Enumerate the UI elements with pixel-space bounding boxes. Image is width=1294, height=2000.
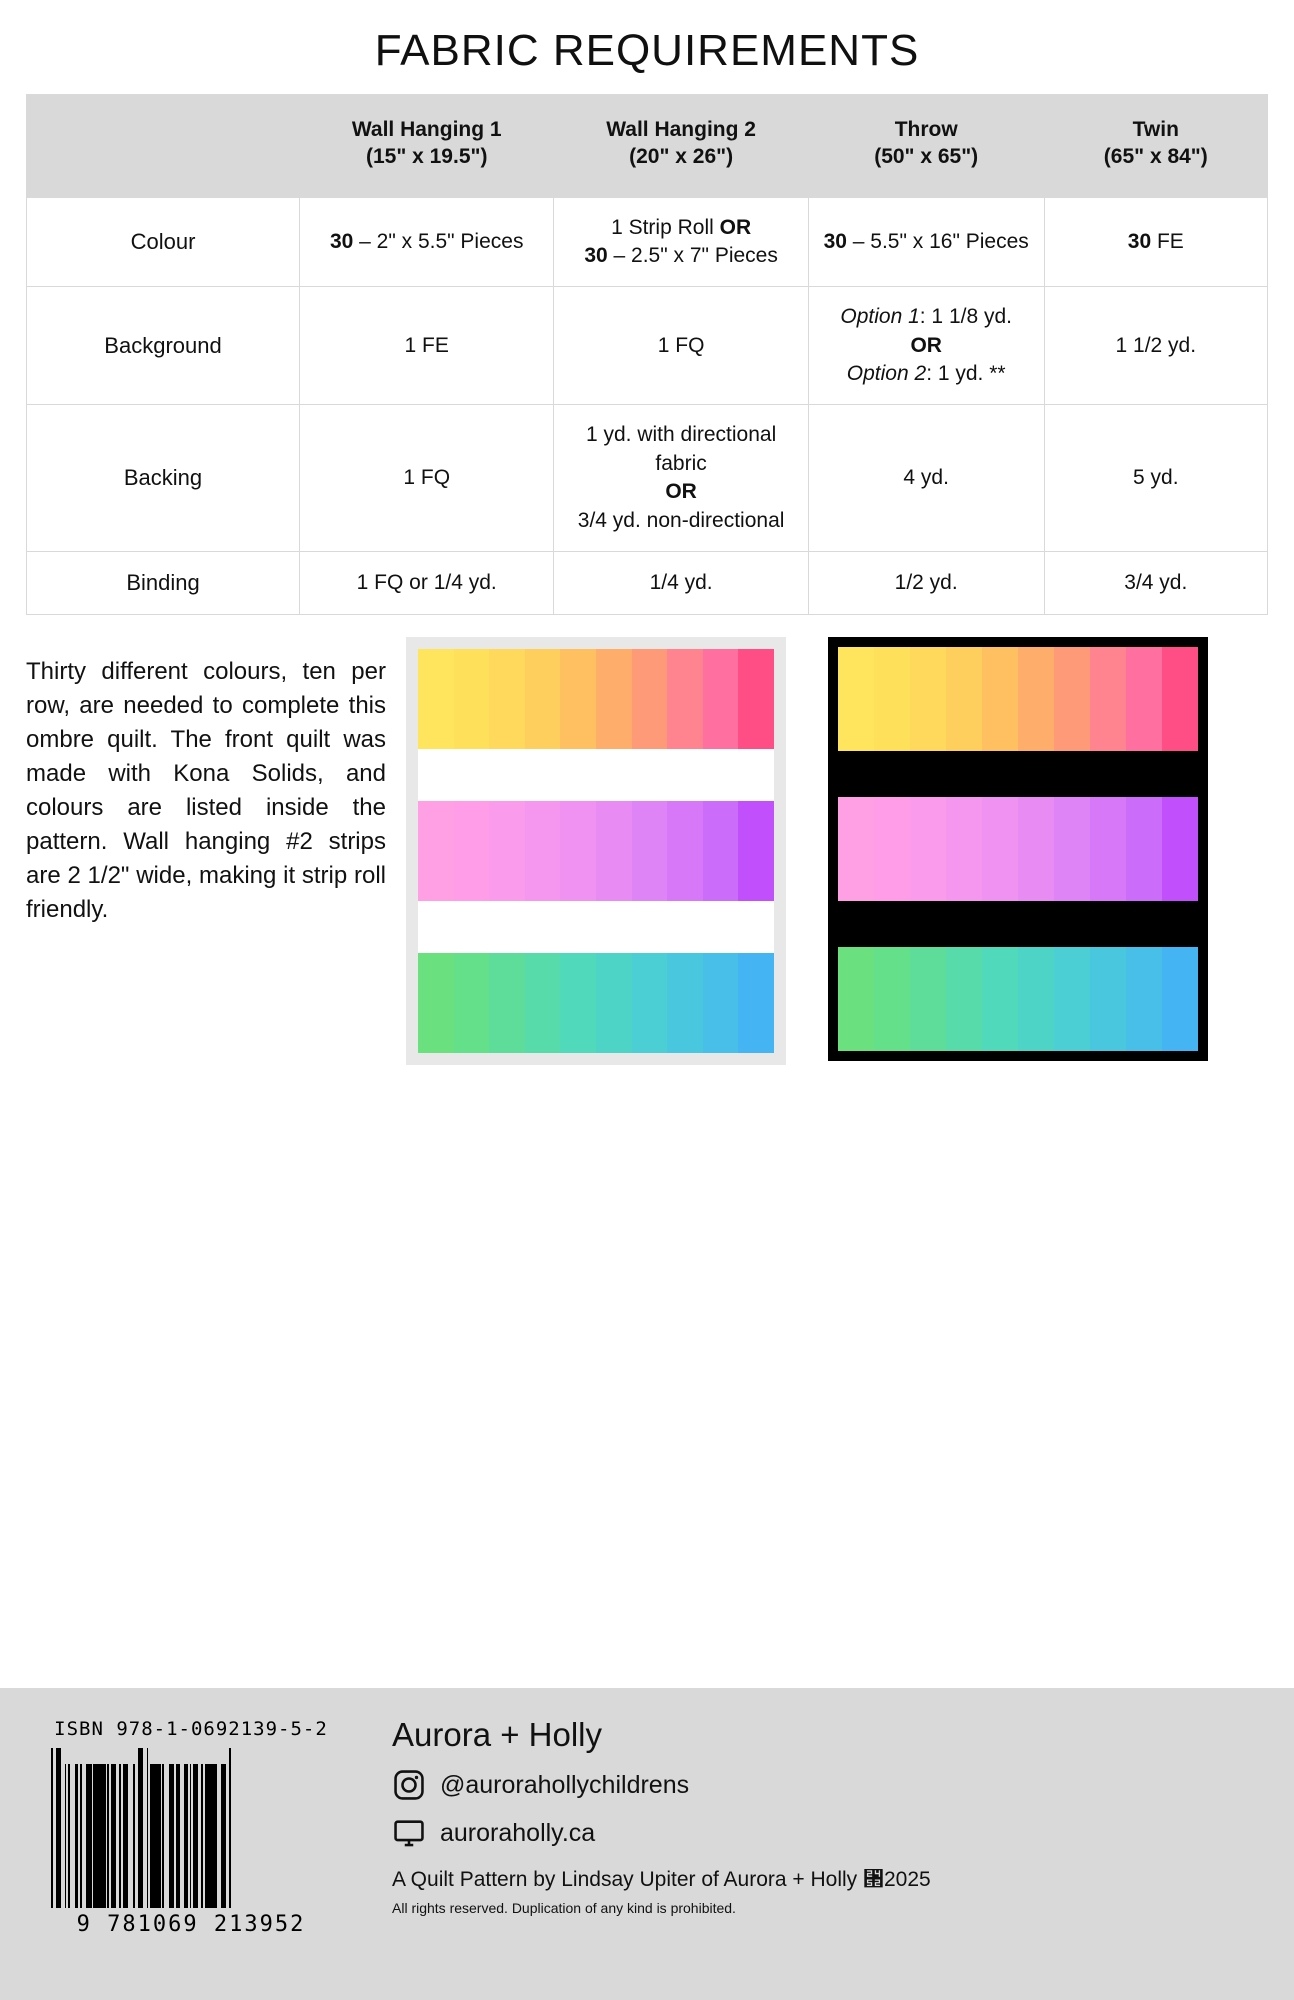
colour-swatch: [525, 649, 561, 749]
colour-swatch: [1018, 947, 1054, 1051]
cell-text: 1 FQ: [657, 333, 705, 357]
instagram-handle[interactable]: @aurorahollychildrens: [440, 1770, 690, 1799]
swatch-board-dark: [828, 637, 1208, 1061]
colour-swatch: [632, 649, 668, 749]
swatch-row-pink: [418, 801, 774, 901]
barcode-area: [26, 1710, 356, 1978]
colour-swatch: [982, 797, 1018, 901]
colour-swatch: [1018, 647, 1054, 751]
isbn-label: ISBN 978-1-0692139-5-2: [54, 1718, 328, 1740]
table-header-twin: [1044, 95, 1267, 198]
table-cell: [300, 551, 554, 614]
website-row[interactable]: [392, 1816, 1268, 1850]
colour-swatch: [489, 649, 525, 749]
table-header: [27, 95, 1268, 198]
table-cell: [554, 405, 808, 551]
table-cell: [1044, 287, 1267, 405]
colour-swatch: [1090, 797, 1126, 901]
table-header-throw: [808, 95, 1044, 198]
colour-swatch: [454, 801, 490, 901]
colour-swatch: [874, 947, 910, 1051]
colour-swatch: [946, 647, 982, 751]
cell-text: Option 1: [840, 305, 920, 329]
row-label-backing: Backing: [27, 405, 300, 551]
table-cell: [808, 405, 1044, 551]
colour-swatch: [838, 947, 874, 1051]
colour-swatch: [418, 649, 454, 749]
swatch-row-green-blue: [838, 947, 1198, 1051]
cell-text: : 1 yd. **: [926, 362, 1006, 386]
monitor-icon: [392, 1816, 426, 1850]
colour-swatch: [667, 649, 703, 749]
colour-swatch: [1126, 647, 1162, 751]
colour-swatch: [946, 797, 982, 901]
swatch-row-warm: [418, 649, 774, 749]
cell-text: – 2" x 5.5" Pieces: [353, 229, 524, 253]
colour-swatch: [703, 953, 739, 1053]
colour-swatch: [703, 801, 739, 901]
cell-text: 30: [329, 229, 354, 253]
colour-swatch: [596, 953, 632, 1053]
barcode-bar: [231, 1748, 233, 1908]
colour-swatch: [632, 801, 668, 901]
row-label-background: Background: [27, 287, 300, 405]
table-cell: [808, 197, 1044, 287]
table-header-row: [27, 95, 1268, 198]
table-cell: [808, 287, 1044, 405]
colour-swatch: [874, 647, 910, 751]
brand-area: [356, 1710, 1268, 1978]
header-line1: Throw: [894, 118, 958, 141]
colour-swatch: [418, 953, 454, 1053]
colour-swatch: [946, 947, 982, 1051]
colour-swatch: [667, 801, 703, 901]
colour-swatch: [982, 647, 1018, 751]
cell-text: 1 Strip Roll: [611, 215, 720, 239]
table-cell: [554, 287, 808, 405]
instagram-icon: [392, 1768, 426, 1802]
table-cell: [1044, 551, 1267, 614]
colour-swatch: [489, 801, 525, 901]
colour-swatch: [454, 953, 490, 1053]
colour-swatch: [1018, 797, 1054, 901]
colour-swatch: [596, 801, 632, 901]
colour-swatch: [738, 801, 774, 901]
swatch-gap: [418, 901, 774, 953]
cell-text: Option 2: [846, 362, 927, 386]
table-cell: [300, 405, 554, 551]
colour-swatch: [1162, 947, 1198, 1051]
cell-text: 5 yd.: [1133, 465, 1179, 489]
colour-swatch: [910, 947, 946, 1051]
instagram-row[interactable]: [392, 1768, 1268, 1802]
cell-text: – 5.5" x 16" Pieces: [846, 229, 1029, 253]
colour-swatch: [1054, 947, 1090, 1051]
cell-text: 1/4 yd.: [649, 570, 713, 594]
cell-text: : 1 1/8 yd.: [919, 305, 1012, 329]
cell-text: 1/2 yd.: [894, 570, 958, 594]
colour-swatch: [525, 801, 561, 901]
cell-text: 30: [1127, 229, 1152, 253]
swatch-gap: [418, 749, 774, 801]
swatch-row-green-blue: [418, 953, 774, 1053]
swatch-gap: [838, 751, 1198, 797]
colour-swatch: [560, 801, 596, 901]
rights-line: All rights reserved. Duplication of any kind is prohibited.: [392, 1900, 736, 1916]
cell-text: OR: [719, 215, 752, 239]
brand-name: Aurora + Holly: [392, 1716, 603, 1753]
colour-swatch: [910, 797, 946, 901]
colour-swatch: [1126, 797, 1162, 901]
table-header-corner: [27, 95, 300, 198]
colour-swatch: [489, 953, 525, 1053]
swatch-row-pink: [838, 797, 1198, 901]
colour-swatch: [738, 649, 774, 749]
barcode-image: [51, 1748, 331, 1908]
cell-text: 1 FE: [404, 333, 449, 357]
colour-swatch: [703, 649, 739, 749]
colour-swatch: [1162, 797, 1198, 901]
colour-swatch: [874, 797, 910, 901]
colour-swatch: [982, 947, 1018, 1051]
cell-text: 30: [823, 229, 847, 253]
table-row: [27, 287, 1268, 405]
table-cell: [1044, 197, 1267, 287]
table-row: [27, 197, 1268, 287]
cell-text: 3/4 yd. non-directional: [577, 508, 785, 532]
cell-text: 3/4 yd.: [1124, 570, 1188, 594]
cell-text: 1 1/2 yd.: [1115, 333, 1197, 357]
table-row: [27, 405, 1268, 551]
colour-swatch: [1054, 797, 1090, 901]
colour-swatch: [454, 649, 490, 749]
colour-swatch: [596, 649, 632, 749]
header-line1: Wall Hanging 1: [351, 118, 502, 141]
colour-swatch: [1090, 947, 1126, 1051]
colour-swatch: [1126, 947, 1162, 1051]
header-line2: (15" x 19.5"): [365, 144, 488, 168]
table-cell: [808, 551, 1044, 614]
header-line2: (20" x 26"): [629, 144, 734, 168]
website-url[interactable]: auroraholly.ca: [440, 1818, 596, 1847]
colour-swatch: [1054, 647, 1090, 751]
fabric-requirements-table: [26, 94, 1268, 615]
row-label-binding: Binding: [27, 551, 300, 614]
header-line1: Wall Hanging 2: [606, 118, 756, 141]
colour-swatch: [418, 801, 454, 901]
table-row: [27, 551, 1268, 614]
barcode-number: 9 781069 213952: [76, 1912, 306, 1937]
swatch-gap: [838, 901, 1198, 947]
cell-text: 1 FQ: [403, 465, 451, 489]
footer: [0, 1688, 1294, 2000]
header-line2: (65" x 84"): [1103, 144, 1208, 168]
table-body: [27, 197, 1268, 614]
cell-text: 1 yd. with directional fabric: [585, 423, 777, 475]
header-line2: (50" x 65"): [874, 144, 979, 168]
table-header-wall-hanging-1: [300, 95, 554, 198]
colour-swatch: [738, 953, 774, 1053]
row-label-colour: Colour: [27, 197, 300, 287]
colour-swatch: [525, 953, 561, 1053]
table-cell: [300, 197, 554, 287]
fabric-requirements-table-wrapper: [0, 94, 1294, 615]
page-title: FABRIC REQUIREMENTS: [374, 26, 920, 75]
cell-text: FE: [1151, 229, 1184, 253]
table-cell: [1044, 405, 1267, 551]
colour-swatch: [560, 953, 596, 1053]
swatch-board-light: [406, 637, 786, 1065]
table-header-wall-hanging-2: [554, 95, 808, 198]
table-cell: [554, 197, 808, 287]
table-cell: [554, 551, 808, 614]
header-line1: Twin: [1132, 118, 1179, 141]
table-cell: [300, 287, 554, 405]
colour-swatch: [910, 647, 946, 751]
cell-text: OR: [665, 480, 697, 504]
colour-swatch: [838, 647, 874, 751]
swatch-section: [0, 615, 1294, 1065]
credit-line: A Quilt Pattern by Lindsay Upiter of Aurora + Holly ⑒2025: [392, 1868, 931, 1891]
colour-swatch: [632, 953, 668, 1053]
cell-text: 30: [584, 244, 608, 268]
swatch-row-warm: [838, 647, 1198, 751]
cell-text: 4 yd.: [903, 465, 949, 489]
colour-swatch: [667, 953, 703, 1053]
colour-description: Thirty different colours, ten per row, are needed to complete this ombre quilt. The front quilt was made with Kona Solids, and colours are listed inside the pattern. Wall hanging #2 strips are 2 1/2" wide, making it strip roll friendly.: [26, 657, 386, 924]
cell-text: 1 FQ or 1/4 yd.: [356, 570, 497, 594]
cell-text: – 2.5" x 7" Pieces: [607, 244, 778, 268]
colour-swatch: [560, 649, 596, 749]
colour-swatch: [1162, 647, 1198, 751]
colour-swatch: [838, 797, 874, 901]
colour-swatch: [1090, 647, 1126, 751]
cell-text: OR: [910, 333, 942, 357]
